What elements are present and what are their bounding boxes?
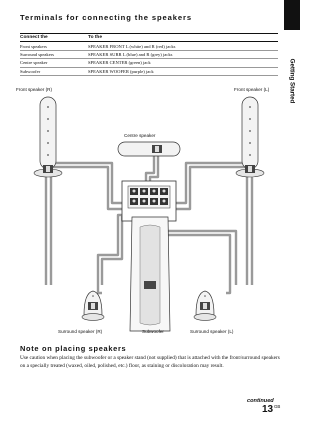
note-heading: Note on placing speakers	[20, 344, 127, 353]
note-text: Use caution when placing the subwoofer or a speaker stand (not supplied) that is attached with the front/surround speakers on a specially treated (waxed, oiled, polished, etc.) floor, as staining or discoloration may result.	[20, 355, 280, 369]
side-tab-marker	[284, 0, 300, 30]
centre-speaker-label: Centre speaker	[124, 133, 156, 138]
front-speaker-l	[236, 97, 264, 177]
table-cell: Front speakers	[20, 42, 88, 50]
continued-label: continued	[247, 398, 274, 404]
side-tab-label: Getting Started	[288, 58, 296, 104]
surround-speaker-l-label: Surround speaker (L)	[190, 329, 234, 334]
table-row	[20, 67, 278, 75]
table-row	[20, 50, 278, 58]
table-cell: Subwoofer	[20, 67, 88, 75]
front-speaker-l-label: Front speaker (L)	[234, 87, 270, 92]
table-cell: SPEAKER SURR L (blue) and R (grey) jacks	[88, 50, 278, 58]
table-cell: Centre speaker	[20, 59, 88, 67]
table-row	[20, 42, 278, 50]
table-cell: Surround speakers	[20, 50, 88, 58]
table-cell: SPEAKER WOOFER (purple) jack	[88, 67, 278, 75]
receiver-rear-panel	[122, 181, 176, 221]
centre-speaker	[118, 142, 180, 156]
surround-speaker-r-label: Surround speaker (R)	[58, 329, 103, 334]
subwoofer	[130, 217, 170, 331]
front-speaker-r	[34, 97, 62, 177]
page-suffix: GB	[274, 404, 281, 409]
table-header: To the	[88, 34, 278, 42]
table-row	[20, 59, 278, 67]
connection-table	[20, 33, 278, 76]
section-title: Terminals for connecting the speakers	[20, 13, 192, 22]
surround-speaker-l	[194, 291, 216, 320]
connection-illustration	[20, 85, 280, 342]
front-speaker-r-label: Front speaker (R)	[16, 87, 52, 92]
table-cell: SPEAKER FRONT L (white) and R (red) jacks	[88, 42, 278, 50]
table-cell: SPEAKER CENTER (green) jack	[88, 59, 278, 67]
side-tab	[283, 36, 301, 126]
surround-speaker-r	[82, 291, 104, 320]
page-number: 13	[262, 404, 274, 415]
table-header: Connect the	[20, 34, 88, 42]
table-header-row	[20, 34, 278, 42]
subwoofer-label: Subwoofer	[142, 329, 164, 334]
speaker-connection-diagram	[16, 85, 280, 342]
